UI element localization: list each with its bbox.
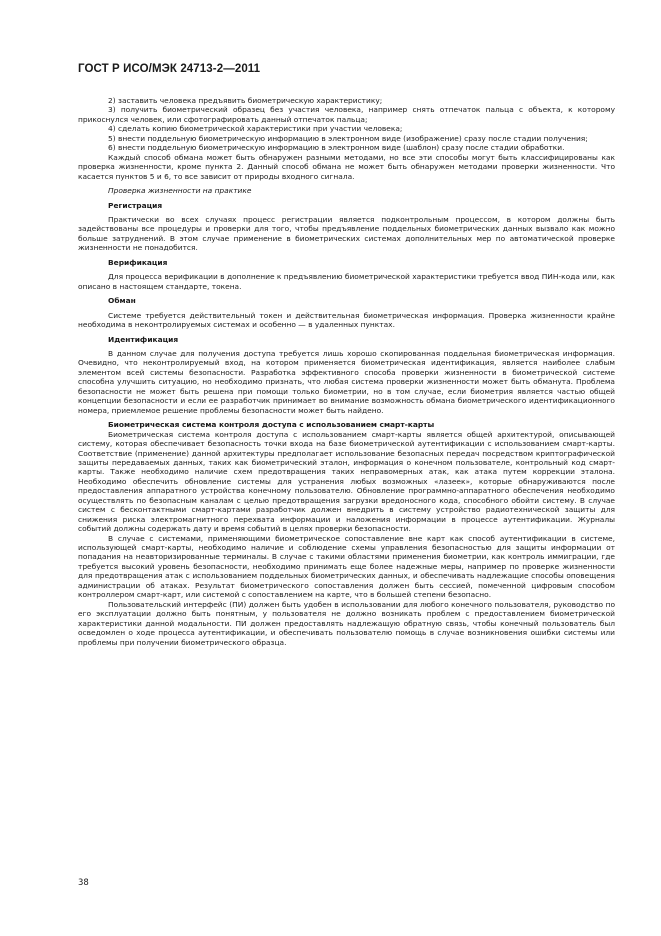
list-item-6: 6) внести поддельную биометрическую информацию в электронном виде (шаблон) сразу после стадии обработки. [108,143,565,153]
list-item-5: 5) внести поддельную биометрическую информацию в электронном виде (изображение) сразу после стадии получения; [108,133,588,143]
deception-paragraph: Системе требуется действительный токен и действительная биометрическая информация. Проверка жизненности крайне необходима в неконтролируемых системах и особенно — в удаленных пунктах. [78,310,615,330]
list-item-3: 3) получить биометрический образец без участия человека, например снять отпечаток пальца с объекта, к которому прикоснулся человек, или сфотографировать данный отпечаток пальца; [78,105,615,124]
registration-paragraph: Практически во всех случаях процесс регистрации является подконтрольным процессом, в котором должны быть задействованы все процедуры и проверки для того, чтобы предъявление поддельных биометрических данных вызвало как можно больше затруднений. В этом случае применение в биометрических системах дополнительных мер по автоматической проверке жизненности не понадобится. [78,214,615,253]
list-item-4: 4) сделать копию биометрической характеристики при участии человека; [108,124,403,134]
intro-paragraph: Каждый способ обмана может быть обнаружен разными методами, но все эти способы могут быть классифицированы как проверка жизненности, кроме пункта 2. Данный способ обмана не может быть обнаружен методами проверки жизненности. Что касается пунктов 5 и 6, то все зависит от природы входного сигнала. [78,152,615,181]
document-body [78,96,615,647]
list-item-2: 2) заставить человека предъявить биометрическую характеристику; [108,96,383,105]
verification-paragraph: Для процесса верификации в дополнение к предъявлению биометрической характеристики требуется ввод ПИН-кода или, как описано в настоящем стандарте, токена. [78,272,615,291]
deception-heading: Обман [108,296,136,306]
smartcard-heading: Биометрическая система контроля доступа с использованием смарт-карты [108,420,435,430]
page-number: 38 [78,878,89,888]
identification-heading: Идентификация [108,334,179,344]
identification-paragraph: В данном случае для получения доступа требуется лишь хорошо скопированная поддельная биометрическая информация. Очевидно, что неконтролируемый вход, на котором применяется биометрическая идентификация, является наиболее слабым элементом всей системы безопасности. Разработка эффективного способа проверки жизненности в биометрической системе способна улучшить ситуацию, но необходимо признать, что любая система проверки жизненности может быть обманута. Проблема безопасности не может быть решена при помощи только биометрии, но в том случае, если биометрия является частью общей концепции безопасности и если ее разработчик принимает во внимание возможность обмана биометрического идентификационного номера, приемлемое решение проблемы безопасности может быть найдено. [78,348,615,415]
smartcard-paragraph-3: Пользовательский интерфейс (ПИ) должен быть удобен в использовании для любого конечного пользователя, руководство по его эксплуатации должно быть понятным, у пользователя не должно возникать проблем с предоставлением биометрической характеристики данной модальности. ПИ должен предоставлять надлежащую обратную связь, чтобы конечный пользователь был осведомлен о ходе процесса аутентификации, и обеспечивать пользователю помощь в случае возникновения ошибки системы или проблемы при получении биометрического образца. [78,599,615,647]
page-header-title: ГОСТ Р ИСО/МЭК 24713-2—2011 [78,63,261,75]
smartcard-paragraph-1: Биометрическая система контроля доступа с использованием смарт-карты является общей архитектурой, описывающей систему, которая обеспечивает безопасность точки входа на базе биометрической аутентификации с использованием смарт-карты. Соответствие (применение) данной архитектуры предполагает использование безопасных передач посредством криптографической защиты передаваемых данных, таких как биометрический эталон, информация о конечном пользователе, контрольный код смарт-карты. Также необходимо наличие схем предотвращения таких неправомерных атак, как атака путем коррекции эталона. Необходимо обеспечить обновление системы для устранения любых возможных «лазеек», которые обнаруживаются после предоставления аппаратного устройства конечному пользователю. Обновление программно-аппаратного обеспечения необходимо осуществлять по безопасным каналам с целью предотвращения загрузки вредоносного кода, способного обойти систему. В случае систем с бесконтактными смарт-картами разработчик должен внедрить в систему устройство радиотехнической защиты для снижения риска электромагнитного перехвата информации и наложения информации в процессе аутентификации. Журналы событий должны содержать дату и время событий в целях проверки безопасности. [78,429,615,534]
smartcard-paragraph-2: В случае с системами, применяющими биометрическое сопоставление вне карт как способ аутентификации в системе, использующей смарт-карты, необходимо наличие и соблюдение схемы управления безопасностью для защиты информации от попадания на неавторизированные терминалы. В случае с такими областями применения биометрии, как контроль иммиграции, где требуется высокий уровень безопасности, необходимо принимать еще более надежные меры, например по проверке жизненности для предотвращения атак с использованием поддельных биометрических данных, и обеспечивать надлежащие способы оповещения администрации об атаках. Результат биометрического сопоставления должен быть сессией, помеченной цифровым способом контроллером смарт-карт, или системой с сопоставлением на карте, что в большей степени безопасно. [78,533,615,600]
verification-heading: Верификация [108,257,168,267]
practice-heading: Проверка жизненности на практике [108,186,252,196]
registration-heading: Регистрация [108,200,163,210]
